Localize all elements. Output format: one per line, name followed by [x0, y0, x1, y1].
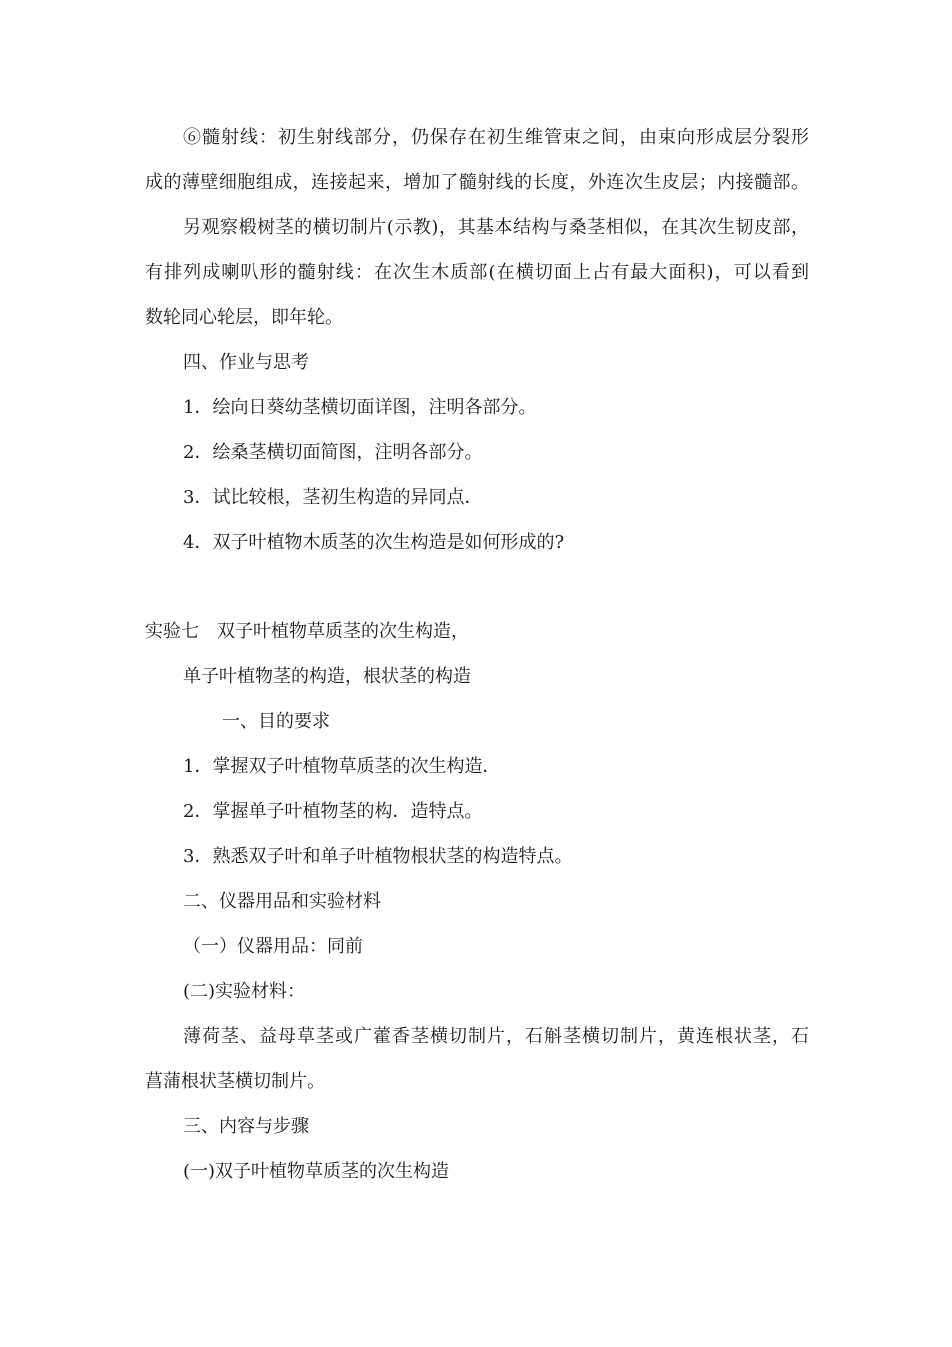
section-heading: 二、仪器用品和实验材料 [183, 891, 381, 912]
section-heading: 四、作业与思考 [183, 352, 309, 373]
list-item: 1．绘向日葵幼茎横切面详图，注明各部分。 [183, 397, 537, 418]
subsection-heading: (一)双子叶植物草质茎的次生构造 [183, 1161, 450, 1182]
experiment-title-continued: 单子叶植物茎的构造，根状茎的构造 [183, 666, 471, 687]
paragraph-line: 薄荷茎、益母草茎或广藿香茎横切制片，石斛茎横切制片，黄连根状茎，石 [183, 1026, 809, 1047]
list-item: 2．掌握单子叶植物茎的构．造特点。 [183, 801, 483, 822]
paragraph-line: 成的薄壁细胞组成，连接起来，增加了髓射线的长度，外连次生皮层；内接髓部。 [145, 172, 809, 193]
list-item: 3．熟悉双子叶和单子叶植物根状茎的构造特点。 [183, 846, 573, 867]
list-item: 1．掌握双子叶植物草质茎的次生构造． [183, 756, 501, 777]
paragraph-line: 菖蒲根状茎横切制片。 [145, 1071, 325, 1092]
list-item: 4．双子叶植物木质茎的次生构造是如何形成的? [183, 532, 565, 553]
paragraph-line: 数轮同心轮层，即年轮。 [145, 307, 343, 328]
paragraph-line: 另观察椴树茎的横切制片(示教)，其基本结构与桑茎相似，在其次生韧皮部， [183, 217, 809, 238]
section-heading: 三、内容与步骤 [183, 1116, 309, 1137]
subsection-heading: （一）仪器用品：同前 [183, 936, 363, 957]
list-item: 2．绘桑茎横切面简图，注明各部分。 [183, 442, 483, 463]
subsection-heading: (二)实验材料： [183, 981, 306, 1002]
paragraph-line: ⑥髓射线：初生射线部分，仍保存在初生维管束之间，由束向形成层分裂形 [183, 127, 809, 148]
experiment-title: 实验七 双子叶植物草质茎的次生构造， [145, 621, 469, 642]
paragraph-line: 有排列成喇叭形的髓射线：在次生木质部(在横切面上占有最大面积)，可以看到 [145, 262, 809, 283]
section-heading: 一、目的要求 [222, 711, 330, 732]
list-item: 3．试比较根，茎初生构造的异同点． [183, 487, 483, 508]
